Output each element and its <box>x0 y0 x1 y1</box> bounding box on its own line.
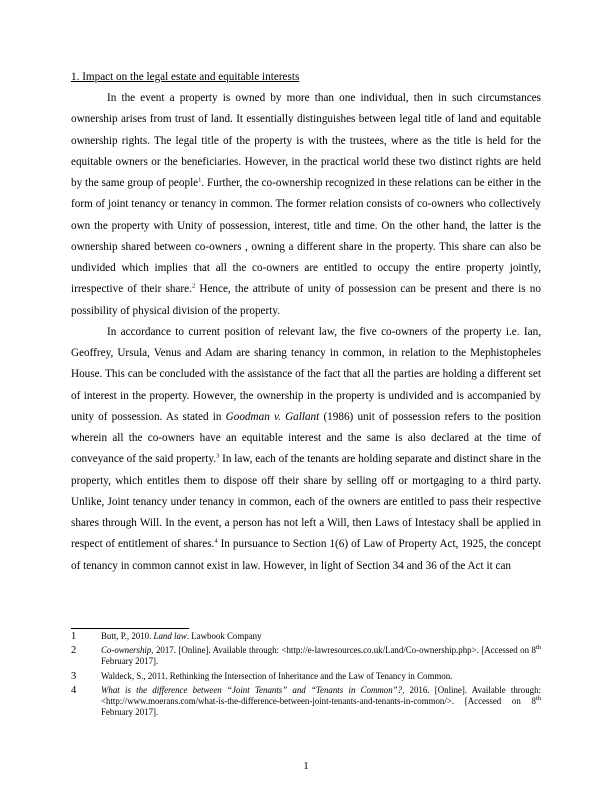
footnote-3 <box>71 671 541 682</box>
paragraph-1-text-b: . Further, the co-ownership recognized in these relations can be either in the form of joint tenancy or tenancy in common. The former relation consists of co-owners who collectively own the property with Unity of possession, interest, title and time. On the other hand, the latter is the ownership shared between co-owners , owning a different share in the property. This share can also be undivided which implies that all the co-owners are entitled to occupy the entire property jointly, irrespective of their share. <box>71 177 541 296</box>
paragraph-1-text-c: Hence, the attribute of unity of possession can be present and there is no possibility of physical division of the property. <box>71 283 541 317</box>
footnote-text-end: February 2017]. <box>101 656 159 666</box>
footnote-number: 1 <box>71 631 77 642</box>
footnote-title: Co-ownership <box>101 645 152 655</box>
paragraph-1-text-a: In the event a property is owned by more than one individual, then in such circumstances ownership arises from trust of land. It essentially distinguishes between legal title of land and equitable ownership rights. The legal title of the property is with the trustees, where as the title is held for the equitable owners or the beneficiaries. However, in the practical world these two distinct rights are held by the same group of people <box>71 92 541 189</box>
footnote-text-end: . Lawbook Company <box>186 631 262 641</box>
paragraph-2 <box>71 322 541 577</box>
paragraph-2-text-d: In pursuance to Section 1(6) of Law of Property Act, 1925, the concept of tenancy in common cannot exist in law. However, in light of Section 34 and 36 of the Act it can <box>71 538 541 572</box>
footnote-2 <box>71 645 541 667</box>
footnote-ref-3: 3 <box>216 452 220 460</box>
footnote-text: Butt, P., 2010. <box>101 631 154 641</box>
case-citation: Goodman v. Gallant <box>225 410 320 423</box>
footnote-number: 3 <box>71 671 77 682</box>
footnote-text: , 2017. [Online]. Available through: <http://e-lawresources.co.uk/Land/Co-ownership.php>. [Accessed on 8 <box>151 645 536 655</box>
body-text <box>71 88 541 577</box>
paragraph-2-text-a: In accordance to current position of relevant law, the five co-owners of the property i.e. Ian, Geoffrey, Ursula, Venus and Adam are sharing tenancy in common, in relation to the Mephistopheles House. This can be concluded with the assistance of the fact that all the parties are holding a different set of interest in the property. However, the ownership in the property is undivided and is accompanied by unity of possession. As stated in <box>71 325 541 423</box>
section-heading: 1. Impact on the legal estate and equitable interests <box>71 71 300 83</box>
footnote-4 <box>71 685 541 718</box>
footnote-title: Land law <box>153 631 187 641</box>
footnote-ordinal: th <box>535 644 541 652</box>
footnote-ref-1: 1 <box>198 176 202 184</box>
footnote-text: Waldeck, S., 2011. Rethinking the Intersection of Inheritance and the Law of Tenancy in Common. <box>101 671 453 681</box>
footnote-ref-4: 4 <box>214 537 218 545</box>
paragraph-2-text-b: (1986) unit of possession refers to the position wherein all the co-owners have an equitable interest and the same is also declared at the time of conveyance of the said property. <box>71 410 541 466</box>
footnote-number: 4 <box>71 685 77 696</box>
footnote-separator <box>71 628 189 629</box>
page-number: 1 <box>303 760 309 772</box>
footnote-text: , 2016. [Online]. Available through: <http://www.moerans.com/what-is-the-difference-between-joint-tenants-and-tenants-in-common/>. [Accessed on 8 <box>101 685 541 706</box>
footnote-ordinal: th <box>535 695 541 703</box>
footnote-title: What is the difference between “Joint Tenants” and “Tenants in Common”? <box>101 685 403 695</box>
paragraph-2-text-c: In law, each of the tenants are holding separate and distinct share in the property, which entitles them to dispose off their share by selling off or mortgaging to a third party. Unlike, Joint tenancy under tenancy in common, each of the owners are entitled to pass their respective shares through Will. In the event, a person has not left a Will, then Laws of Intestacy shall be applied in respect of entitlement of shares. <box>71 453 541 551</box>
paragraph-1 <box>71 88 541 322</box>
footnote-ref-2: 2 <box>191 282 196 290</box>
footnote-text-end: February 2017]. <box>101 707 159 717</box>
footnote-1 <box>71 631 541 642</box>
footnote-number: 2 <box>71 645 77 656</box>
